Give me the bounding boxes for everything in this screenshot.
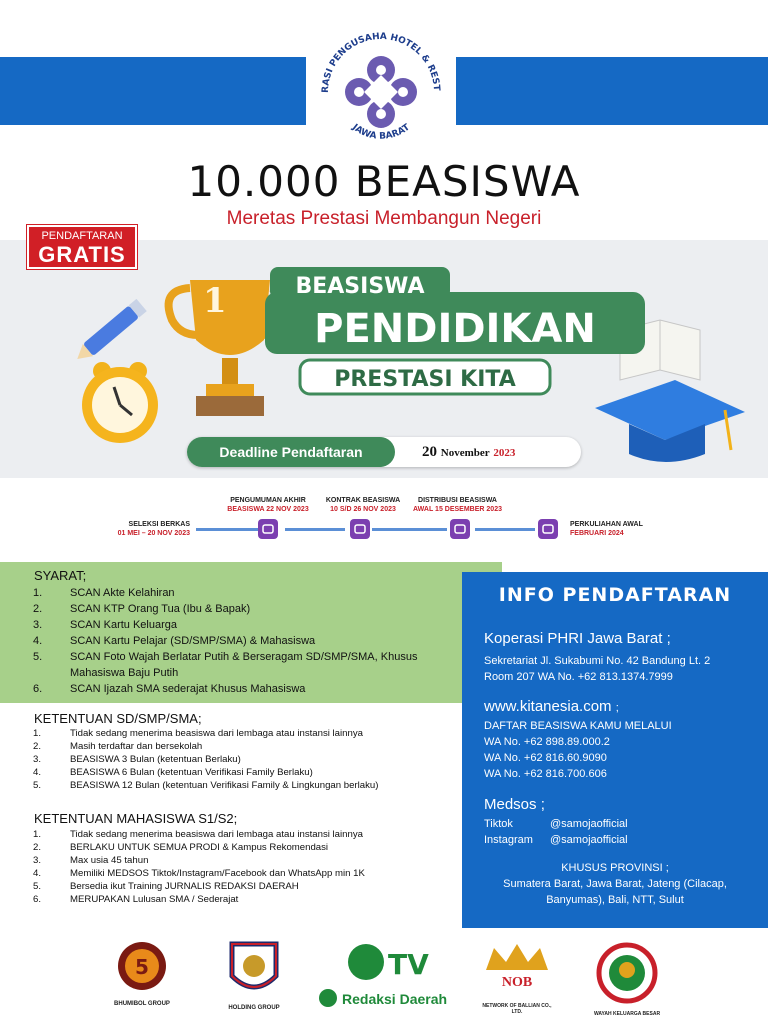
deadline-label: Deadline Pendaftaran [187, 437, 395, 467]
page-title: 10.000 BEASISWA [187, 157, 581, 206]
svg-text:TV: TV [388, 948, 429, 981]
list-item: 2. BERLAKU UNTUK SEMUA PRODI & Kampus Rekomendasi [33, 842, 329, 853]
requirements-list [33, 585, 493, 697]
deadline-bar [187, 437, 581, 467]
svg-text:1: 1 [203, 281, 227, 321]
timeline-label: SELEKSI BERKAS [128, 521, 190, 528]
timeline-date: 10 S/D 26 NOV 2023 [330, 506, 396, 513]
list-item: 3. BEASISWA 3 Bulan (ketentuan Berlaku) [33, 754, 241, 765]
list-item: 5. BEASISWA 12 Bulan (ketentuan Verifikasi Family & Lingkungan berlaku) [33, 780, 379, 791]
page-subtitle: Meretas Prestasi Membangun Negeri [226, 208, 542, 229]
timeline-node-icon [538, 519, 558, 539]
hero-line3: PRESTASI KITA [334, 367, 516, 392]
svg-text:KOPERASI PENGUSAHA HOTEL & RES: RASI PENGUSAHA HOTEL & REST [320, 31, 442, 94]
timeline-label: PERKULIAHAN AWAL [570, 521, 643, 528]
timeline-date: FEBRUARI 2024 [570, 530, 624, 537]
sponsor-logo-bhumibol: 5 BHUMIBOL GROUP [110, 940, 174, 1007]
list-item: 1. SCAN Akte Kelahiran [33, 587, 175, 599]
list-item: 6. SCAN Ijazah SMA sederajat Khusus Mahasiswa [33, 683, 306, 695]
province-title: KHUSUS PROVINSI ; [561, 862, 669, 874]
list-item: 5. Bersedia ikut Training JURNALIS REDAKSI DAERAH [33, 881, 299, 892]
list-item: 4. SCAN Kartu Pelajar (SD/SMP/SMA) & Mahasiswa [33, 635, 316, 647]
timeline-node-icon [450, 519, 470, 539]
website-link[interactable]: www.kitanesia.com ; [484, 698, 619, 715]
timeline-label: DISTRIBUSI BEASISWA [418, 497, 497, 504]
school-rules-list [33, 727, 463, 792]
svg-text:JAWA BARAT: JAWA BARAT [350, 122, 412, 142]
sponsor-logo-keluarga: WAYAH KELUARGA BESAR [592, 940, 662, 1017]
timeline-node-icon [258, 519, 278, 539]
whatsapp-number[interactable]: WA No. +62 816.60.9090 [484, 752, 607, 764]
svg-text:NOB: NOB [501, 975, 533, 990]
sponsor-logo-holding: HOLDING GROUP [218, 940, 290, 1011]
graduation-cap-icon [595, 380, 745, 462]
pencil-icon [72, 299, 147, 365]
student-rules-title: KETENTUAN MAHASISWA S1/S2; [34, 811, 238, 826]
tiktok-row[interactable]: Tiktok @samojaofficial [484, 818, 628, 830]
list-item: 1. Tidak sedang menerima beasiswa dari lembaga atau instansi lainnya [33, 829, 363, 840]
org-name: Koperasi PHRI Jawa Barat ; [484, 630, 671, 647]
instagram-row[interactable]: Instagram @samojaofficial [484, 834, 628, 846]
list-item: 3. SCAN Kartu Keluarga [33, 619, 177, 631]
free-registration-badge: PENDAFTARAN GRATIS [27, 225, 137, 269]
whatsapp-number[interactable]: WA No. +62 898.89.000.2 [484, 736, 610, 748]
province-list: Banyumas), Bali, NTT, Sulut [546, 894, 684, 906]
student-rules-list [33, 828, 463, 906]
timeline-label: KONTRAK BEASISWA [325, 497, 401, 504]
list-item: 2. SCAN KTP Orang Tua (Ibu & Bapak) [33, 603, 251, 615]
list-item: 4. Memiliki MEDSOS Tiktok/Instagram/Facebook dan WhatsApp min 1K [33, 868, 365, 879]
list-item: 3. Max usia 45 tahun [33, 855, 149, 866]
sponsor-logo-redaksi-daerah [316, 940, 456, 1015]
list-item: 2. Masih terdaftar dan bersekolah [33, 741, 203, 752]
timeline-date: AWAL 15 DESEMBER 2023 [413, 506, 502, 513]
schedule-timeline [0, 485, 768, 555]
timeline-date: BEASISWA 22 NOV 2023 [227, 506, 309, 513]
deadline-date: 20 November 2023 [422, 444, 516, 460]
school-rules-title: KETENTUAN SD/SMP/SMA; [34, 711, 202, 726]
requirements-title: SYARAT; [34, 568, 87, 583]
address-line: Room 207 WA No. +62 813.1374.7999 [484, 671, 673, 683]
list-item: 1. Tidak sedang menerima beasiswa dari lembaga atau instansi lainnya [33, 728, 363, 739]
timeline-date: 01 MEI – 20 NOV 2023 [117, 530, 190, 537]
hero-line1: BEASISWA [295, 274, 425, 299]
registration-info-panel [462, 572, 768, 928]
social-media-title: Medsos ; [484, 796, 545, 813]
svg-text:5: 5 [135, 955, 149, 979]
timeline-label: PENGUMUMAN AKHIR [230, 497, 306, 504]
whatsapp-number[interactable]: WA No. +62 816.700.606 [484, 768, 607, 780]
whatsapp-intro: DAFTAR BEASISWA KAMU MELALUI [484, 720, 672, 732]
list-item: 6. MERUPAKAN Lulusan SMA / Sederajat [33, 894, 239, 905]
list-item: 5. SCAN Foto Wajah Berlatar Putih & Berseragam SD/SMP/SMA, Khusus Mahasiswa Baju Putih [33, 651, 418, 679]
list-item: 4. BEASISWA 6 Bulan (ketentuan Verifikasi Family Berlaku) [33, 767, 313, 778]
address-line: Sekretariat Jl. Sukabumi No. 42 Bandung Lt. 2 [484, 655, 711, 667]
svg-text:Redaksi Daerah: Redaksi Daerah [342, 991, 448, 1007]
info-title: INFO PENDAFTARAN [498, 584, 732, 606]
hero-line2: PENDIDIKAN [314, 306, 596, 352]
koperasi-logo [306, 22, 456, 150]
timeline-node-icon [350, 519, 370, 539]
province-list: Sumatera Barat, Jawa Barat, Jateng (Cilacap, [503, 878, 727, 890]
alarm-clock-icon [82, 362, 158, 443]
sponsor-logo-nob: NOB NETWORK OF BALLIAN CO., LTD. [478, 940, 556, 1015]
